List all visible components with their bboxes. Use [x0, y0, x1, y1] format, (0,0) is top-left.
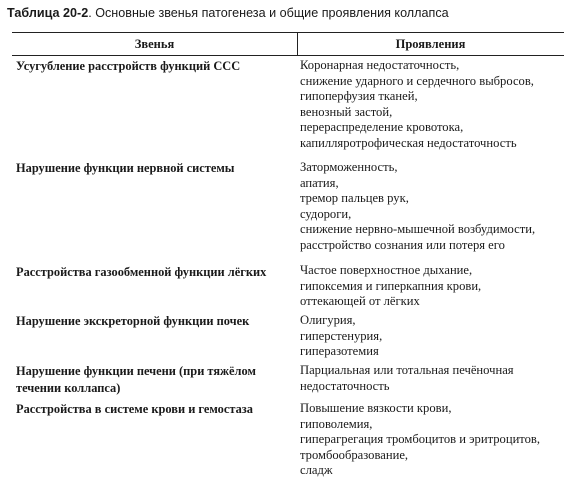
column-header-links: Звенья — [134, 37, 175, 51]
manifestation-line: гиперагрегация тромбоцитов и эритроцитов, — [300, 432, 541, 446]
row-manifestations-cell — [300, 160, 568, 253]
manifestation-line: капилляротрофическая недостаточность — [300, 135, 517, 150]
manifestation-line: расстройство сознания или потеря его — [300, 237, 505, 252]
manifestation-line: тромбообразование, — [300, 447, 409, 462]
manifestation-line: апатия, — [300, 175, 339, 190]
manifestation-line: снижение нервно-мышечной возбудимости, — [300, 222, 536, 236]
manifestation-line: гипоперфузия тканей, — [300, 89, 418, 103]
manifestation-line: Заторможенность, — [300, 160, 398, 174]
manifestation-line: гиперазотемия — [300, 344, 379, 358]
manifestation-line: сладж — [300, 463, 333, 477]
manifestation-line: Коронарная недостаточность, — [300, 58, 460, 72]
manifestation-line: тремор пальцев рук, — [300, 191, 409, 205]
row-manifestations-cell — [300, 363, 568, 394]
table-caption-label: Таблица 20-2 — [7, 6, 89, 20]
manifestation-line: Повышение вязкости крови, — [300, 401, 452, 415]
row-link-cell: Расстройства газообменной функции лёгких — [16, 265, 267, 279]
table-top-rule — [12, 32, 564, 33]
manifestation-line: снижение ударного и сердечного выбросов, — [300, 73, 534, 88]
row-manifestations-cell — [300, 58, 568, 151]
manifestation-line: Частое поверхностное дыхание, — [300, 263, 473, 277]
header-bottom-rule — [12, 55, 564, 56]
column-header-manifestations: Проявления — [395, 37, 466, 51]
row-link-cell: Усугубление расстройств функций ССС — [16, 59, 241, 73]
table-caption-text: . Основные звенья патогенеза и общие проявления коллапса — [88, 6, 449, 20]
manifestation-line: Олигурия, — [300, 313, 356, 327]
row-manifestations-cell — [300, 401, 568, 479]
row-link-cell: Нарушение экскреторной функции почек — [16, 314, 250, 328]
manifestation-line: гиперстенурия, — [300, 328, 383, 343]
manifestation-line: недостаточность — [300, 378, 390, 393]
row-link-cell: Расстройства в системе крови и гемостаза — [16, 402, 253, 416]
manifestation-line: судороги, — [300, 206, 352, 221]
row-manifestations-cell — [300, 263, 568, 310]
manifestation-line: перераспределение кровотока, — [300, 120, 464, 134]
row-manifestations-cell — [300, 313, 568, 360]
row-link-cell: Нарушение функции нервной системы — [16, 161, 235, 175]
manifestation-line: Парциальная или тотальная печёночная — [300, 363, 514, 377]
manifestation-line: гипоксемия и гиперкапния крови, — [300, 278, 482, 293]
manifestation-line: гиповолемия, — [300, 416, 373, 431]
manifestation-line: оттекающей от лёгких — [300, 294, 420, 308]
table-caption — [7, 5, 567, 22]
manifestation-line: венозный застой, — [300, 104, 393, 119]
row-link-cell: Нарушение функции печени (при тяжёлом течении коллапса) — [16, 364, 256, 395]
